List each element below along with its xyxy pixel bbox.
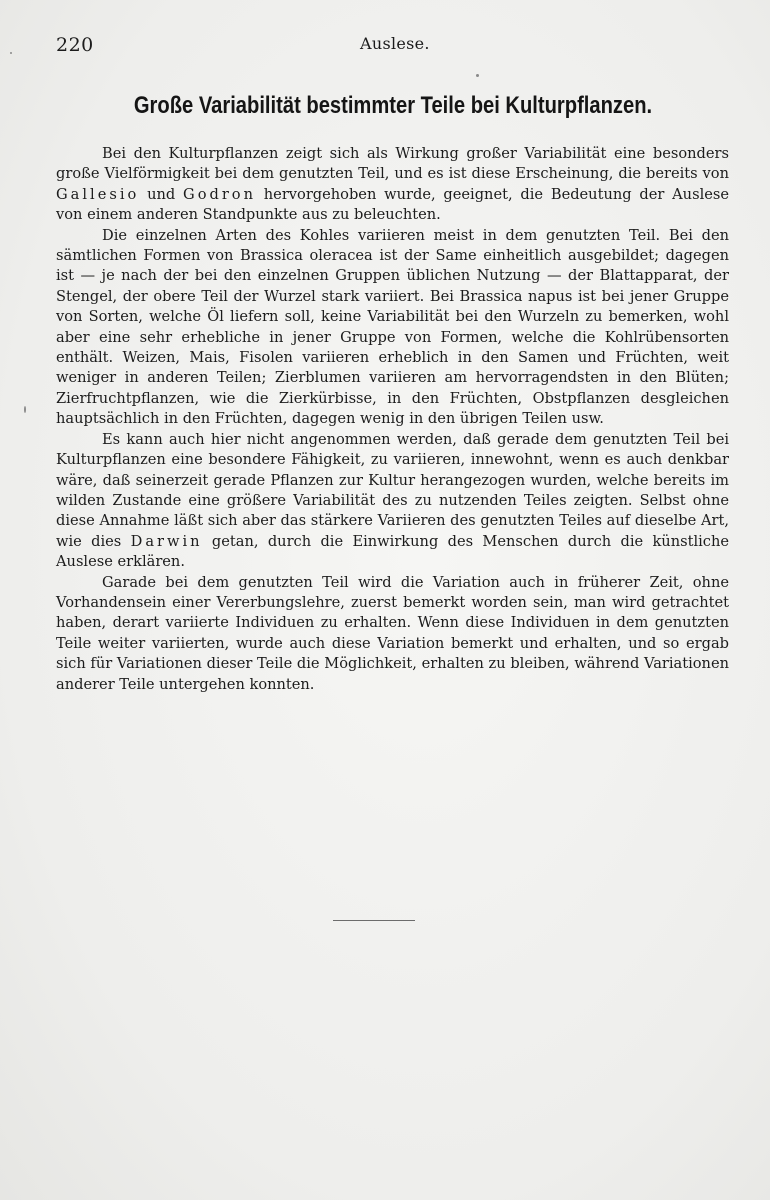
paper-speck (476, 74, 479, 77)
closing-rule (333, 920, 415, 921)
running-head: Auslese. (360, 34, 430, 53)
paragraph-1 (56, 144, 729, 226)
author-name-gallesio: Gallesio (56, 185, 140, 203)
page-number: 220 (56, 34, 94, 56)
paragraph-3-text-a: Es kann auch hier nicht angenommen werden, daß gerade dem genutzten Teil bei Kulturpflanzen eine besondere Fähigkeit, zu variieren, innewohnt, wenn es auch denkbar wäre, daß seinerzeit gerade Pflanzen zur Kultur herangezogen wurden, welche bereits im wilden Zustande eine größere Variabilität des zu nutzenden Teiles zeigten. Selbst ohne diese Annahme läßt sich aber das stärkere Variieren des genutzten Teiles auf dieselbe Art, wie dies (56, 430, 729, 550)
paragraph-1-text-a: Bei den Kulturpflanzen zeigt sich als Wirkung großer Variabilität eine besonders große Vielförmigkeit bei dem genutzten Teil, und es ist diese Erscheinung, die bereits von (56, 145, 729, 183)
section-title: Große Variabilität bestimmter Teile bei Kulturpflanzen. (133, 92, 653, 119)
paragraph-4: Garade bei dem genutzten Teil wird die Variation auch in früherer Zeit, ohne Vorhandensein einer Vererbungslehre, zuerst bemerkt worden sein, man wird getrachtet haben, derart variierte Individuen zu erhalten. Wenn diese Individuen in dem genutzten Teile weiter variierten, wurde auch diese Variation bemerkt und erhalten, und so ergab sich für Variationen dieser Teile die Möglichkeit, erhalten zu bleiben, während Variationen anderer Teile untergehen konnten. (56, 573, 729, 693)
paragraph-1-text-c: hervorgehoben wurde, geeignet, die Bedeutung der Auslese von einem anderen Standpunkte aus zu beleuchten. (56, 185, 729, 224)
paper-speck (24, 406, 26, 413)
paragraph-1-text-b: und (139, 185, 184, 203)
author-name-godron: Godron (183, 185, 256, 203)
author-name-darwin: Darwin (130, 532, 203, 550)
body-text (56, 144, 729, 695)
paragraph-3 (56, 430, 729, 573)
paper-speck (10, 52, 12, 54)
paragraph-2: Die einzelnen Arten des Kohles variieren meist in dem genutzten Teil. Bei den sämtlichen Formen von Brassica oleracea ist der Same einheitlich ausgebildet; dagegen ist — je nach der bei den einzelnen Gruppen üblichen Nutzung — der Blattapparat, der Stengel, der obere Teil der Wurzel stark variiert. Bei Brassica napus ist bei jener Gruppe von Sorten, welche Öl liefern soll, keine Variabilität bei den Wurzeln zu bemerken, wohl aber eine sehr erhebliche in jener Gruppe von Formen, welche die Kohlrübensorten enthält. Weizen, Mais, Fisolen variieren erheblich in den Samen und Früchten, weit weniger in anderen Teilen; Zierblumen variieren am hervorragendsten in den Blüten; Zierfruchtpflanzen, wie die Zierkürbisse, in den Früchten, Obstpflanzen desgleichen hauptsächlich in den Früchten, dagegen wenig in den übrigen Teilen usw. (56, 226, 729, 428)
paragraph-3-text-b: getan, durch die Einwirkung des Menschen durch die künstliche Auslese erklären. (56, 532, 730, 571)
